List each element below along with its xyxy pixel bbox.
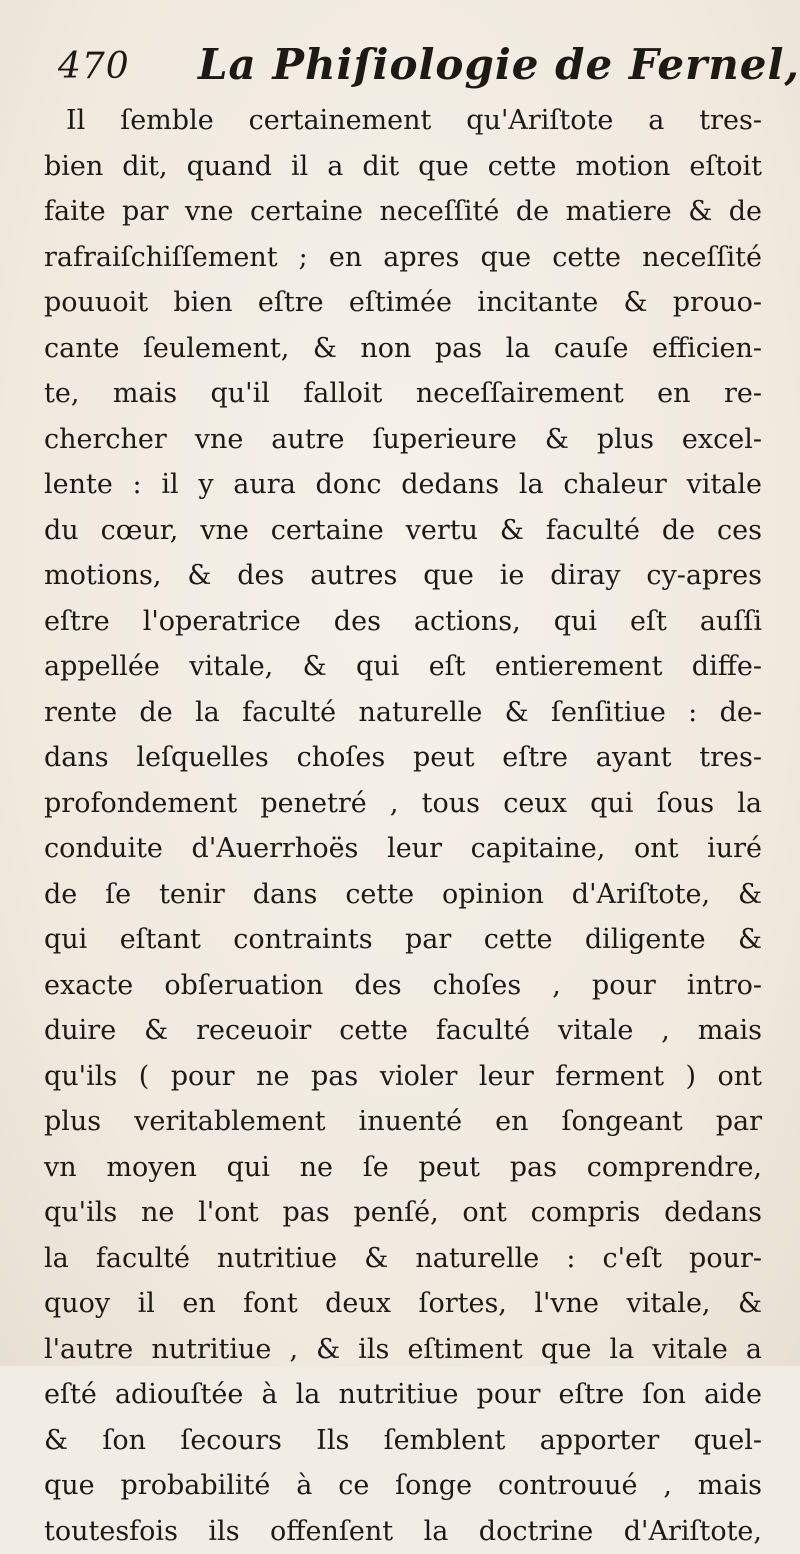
text-line: exacte obſeruation des choſes , pour intro-	[44, 963, 762, 1009]
text-line: faite par vne certaine neceſſité de matiere & de	[44, 189, 762, 235]
text-line: appellée vitale, & qui eſt entierement diffe-	[44, 644, 762, 690]
text-line: qu'ils ( pour ne pas violer leur ferment ) ont	[44, 1054, 762, 1100]
text-line: dans leſquelles choſes peut eſtre ayant tres-	[44, 735, 762, 781]
text-line: quoy il en font deux ſortes, l'vne vitale, &	[44, 1281, 762, 1327]
text-line: bien dit, quand il a dit que cette motion eſtoit	[44, 144, 762, 190]
text-line: de ſe tenir dans cette opinion d'Ariſtote, &	[44, 872, 762, 918]
text-line: plus veritablement inuenté en ſongeant par	[44, 1099, 762, 1145]
text-line: rafraiſchiſſement ; en apres que cette neceſſité	[44, 235, 762, 281]
text-line: eſté adiouſtée à la nutritiue pour eſtre ſon aide	[44, 1372, 762, 1418]
running-title: La Phiſiologie de Fernel,	[198, 40, 800, 89]
page-header	[58, 40, 758, 96]
text-line: vn moyen qui ne ſe peut pas comprendre,	[44, 1145, 762, 1191]
text-line: chercher vne autre ſuperieure & plus excel-	[44, 417, 762, 463]
text-line: la faculté nutritiue & naturelle : c'eſt pour-	[44, 1236, 762, 1282]
text-line: qui eſtant contraints par cette diligente &	[44, 917, 762, 963]
text-line: l'autre nutritiue , & ils eſtiment que la vitale a	[44, 1327, 762, 1373]
text-line: conduite d'Auerrhoës leur capitaine, ont iuré	[44, 826, 762, 872]
text-line: du cœur, vne certaine vertu & faculté de ces	[44, 508, 762, 554]
text-line: duire & receuoir cette faculté vitale , mais	[44, 1008, 762, 1054]
text-line: motions, & des autres que ie diray cy-apres	[44, 553, 762, 599]
text-line: cante ſeulement, & non pas la cauſe efficien-	[44, 326, 762, 372]
body-text	[44, 98, 762, 1554]
text-line: qu'ils ne l'ont pas penſé, ont compris dedans	[44, 1190, 762, 1236]
text-line: pouuoit bien eſtre eſtimée incitante & prouo-	[44, 280, 762, 326]
page-number: 470	[58, 46, 130, 87]
text-line: & ſon ſecours Ils ſemblent apporter quel-	[44, 1418, 762, 1464]
text-line: que probabilité à ce ſonge controuué , mais	[44, 1463, 762, 1509]
text-line: toutesfois ils offenſent la doctrine d'Ariſtote,	[44, 1509, 762, 1554]
text-line: eſtre l'operatrice des actions, qui eſt auſſi	[44, 599, 762, 645]
text-line: te, mais qu'il falloit neceſſairement en re-	[44, 371, 762, 417]
text-line: profondement penetré , tous ceux qui ſous la	[44, 781, 762, 827]
text-line: rente de la faculté naturelle & ſenſitiue : de-	[44, 690, 762, 736]
text-line: lente : il y aura donc dedans la chaleur vitale	[44, 462, 762, 508]
text-line: Il ſemble certainement qu'Ariſtote a tres-	[44, 98, 762, 144]
